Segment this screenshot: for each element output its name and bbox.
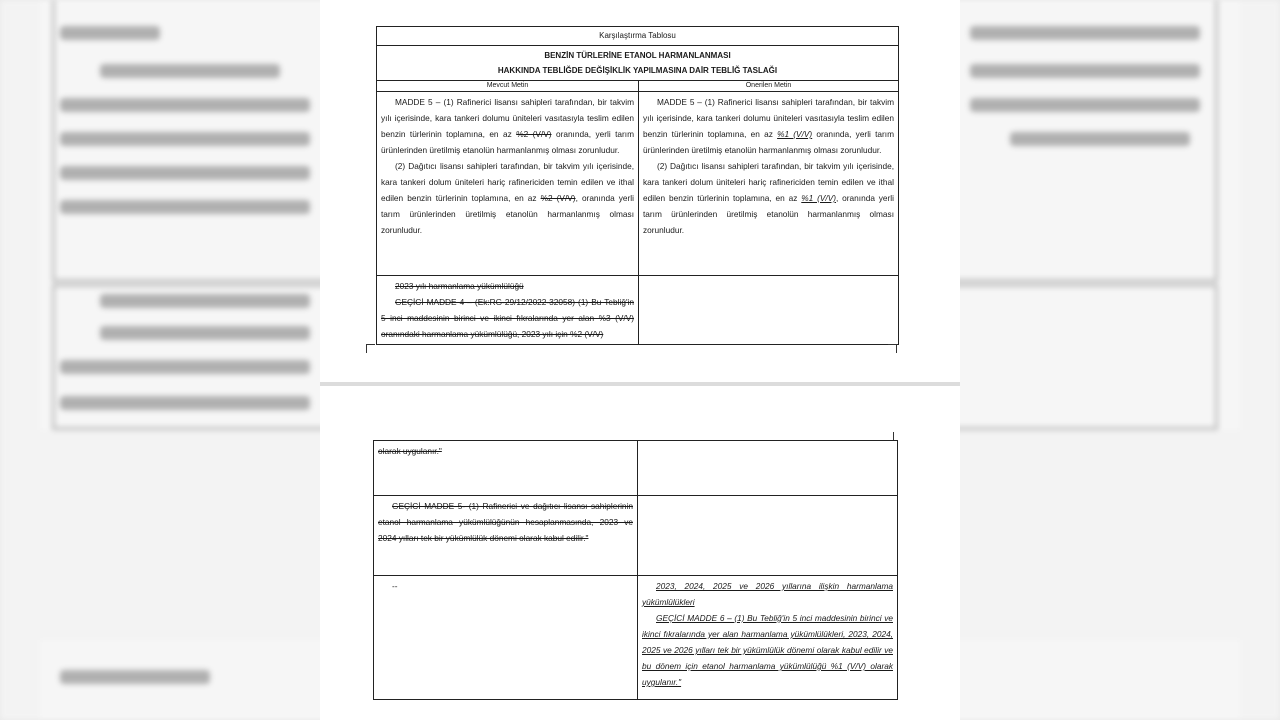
proposed-article-5 xyxy=(639,92,899,276)
bg-text-line xyxy=(970,26,1200,40)
column-header-proposed: Önerilen Metin xyxy=(639,81,899,92)
bg-text-line xyxy=(970,64,1200,78)
crop-mark xyxy=(366,344,375,353)
text: (2) Dağıtıcı lisansı sahipleri tarafından, bir takvim yılı içerisinde, kara tankeri dolum üniteleri hariç rafinericiden temin edilen ve ithal edilen benzin türlerinin toplamına, en az xyxy=(643,161,894,203)
text: , oranında yerli tarım ürünlerinden üretilmiş etanolün harmanlanmış olması zorunludur. xyxy=(643,193,894,235)
bg-text-line xyxy=(60,98,310,112)
proposed-m5-paragraph-2 xyxy=(643,158,894,238)
text: MADDE 5 – (1) Rafinerici lisansı sahipleri tarafından, bir takvim yılı içerisinde, kara tankeri dolumu üniteleri vasıtasıyla teslim edilen benzin türlerinin toplamına, en az xyxy=(381,97,634,139)
g4-heading: 2023 yılı harmanlama yükümlülüğü xyxy=(395,281,524,291)
current-g4-continuation xyxy=(374,441,638,496)
bg-text-line xyxy=(60,396,310,410)
heading-line-2: HAKKINDA TEBLİĞDE DEĞİŞİKLİK YAPILMASINA DAİR TEBLİĞ TASLAĞI xyxy=(497,66,778,75)
comparison-table-top xyxy=(376,26,899,345)
heading-line-1: BENZİN TÜRLERİNE ETANOL HARMANLANMASI xyxy=(544,51,731,60)
current-empty-cell xyxy=(374,576,638,700)
crop-mark xyxy=(885,432,894,440)
current-temporary-article-4 xyxy=(377,276,639,345)
bg-text-line xyxy=(1010,132,1190,146)
bg-text-line xyxy=(60,360,310,374)
text: , oranında yerli tarım ürünlerinden üretilmiş etanolün harmanlanmış olması zorunludur. xyxy=(381,193,634,235)
proposed-empty-cell xyxy=(639,276,899,345)
column-header-current: Mevcut Metin xyxy=(377,81,639,92)
document-page-2 xyxy=(320,386,960,720)
bg-text-line xyxy=(100,64,280,78)
proposed-empty-cell xyxy=(638,441,898,496)
comparison-table-bottom xyxy=(373,440,898,700)
current-m5-paragraph-2 xyxy=(381,158,634,238)
new-rate: %1 (V/V) xyxy=(801,193,837,203)
text: MADDE 5 – (1) Rafinerici lisansı sahipleri tarafından, bir takvim yılı içerisinde, kara tankeri dolumu üniteleri vasıtasıyla teslim edilen benzin türlerinin toplamına, en az xyxy=(643,97,894,139)
bg-text-line xyxy=(60,166,310,180)
new-rate: %1 (V/V) xyxy=(777,129,813,139)
bg-text-line xyxy=(60,132,310,146)
proposed-m5-paragraph-1 xyxy=(643,94,894,158)
deleted-rate: %2 (V/V) xyxy=(540,193,576,203)
bg-text-line xyxy=(970,98,1200,112)
document-page-1 xyxy=(320,0,960,382)
g6-heading: 2023, 2024, 2025 ve 2026 yıllarına ilişkin harmanlama yükümlülükleri xyxy=(642,581,893,607)
bg-text-line xyxy=(60,26,160,40)
crop-mark xyxy=(888,344,897,353)
g6-text: GEÇİCİ MADDE 6 – (1) Bu Tebliğ'in 5 inci maddesinin birinci ve ikinci fıkralarında yer alan harmanlama yükümlülükleri, 2023, 2024, 2025 ve 2026 yılları tek bir yükümlülük dönemi olarak kabul edilir ve bu dönem için etanol harmanlama yükümlülüğü %1 (V/V) olarak uygulanır." xyxy=(642,613,893,687)
bg-text-line xyxy=(60,670,210,684)
proposed-temporary-article-6 xyxy=(638,576,898,700)
bg-text-line xyxy=(100,326,310,340)
g5-text: GEÇİCİ MADDE 5- (1) Rafinerici ve dağıtıcı lisansı sahiplerinin etanol harmanlama yükümlülüğünün hesaplanmasında, 2023 ve 2024 yılları tek bir yükümlülük dönemi olarak kabul edilir." xyxy=(378,501,633,543)
text: oranında, yerli tarım ürünlerinden üretilmiş etanolün harmanlanmış olması zorunludur. xyxy=(381,129,634,155)
g4-text: GEÇİCİ MADDE 4 – (Ek:RG-29/12/2022-32058) (1) Bu Tebliğ'in 5 inci maddesinin birinci ve ikinci fıkralarında yer alan %3 (V/V) oranındaki harmanlama yükümlülüğü, 2023 yılı için %2 (V/V) xyxy=(381,297,634,339)
current-m5-paragraph-1 xyxy=(381,94,634,158)
bg-text-line xyxy=(100,294,310,308)
text: (2) Dağıtıcı lisansı sahipleri tarafından, bir takvim yılı içerisinde, kara tankeri dolum üniteleri hariç rafinericiden temin edilen ve ithal edilen benzin türlerinin toplamına, en az xyxy=(381,161,634,203)
bg-text-line xyxy=(60,200,310,214)
text: oranında, yerli tarım ürünlerinden üretilmiş etanolün harmanlanmış olması zorunludur. xyxy=(643,129,894,155)
table-title: Karşılaştırma Tablosu xyxy=(377,27,899,46)
empty-marker: -- xyxy=(392,581,398,591)
current-article-5 xyxy=(377,92,639,276)
document-heading xyxy=(377,46,899,81)
current-temporary-article-5 xyxy=(374,496,638,576)
proposed-empty-cell xyxy=(638,496,898,576)
g4-continuation-text: olarak uygulanır." xyxy=(378,446,442,456)
deleted-rate: %2 (V/V) xyxy=(516,129,552,139)
